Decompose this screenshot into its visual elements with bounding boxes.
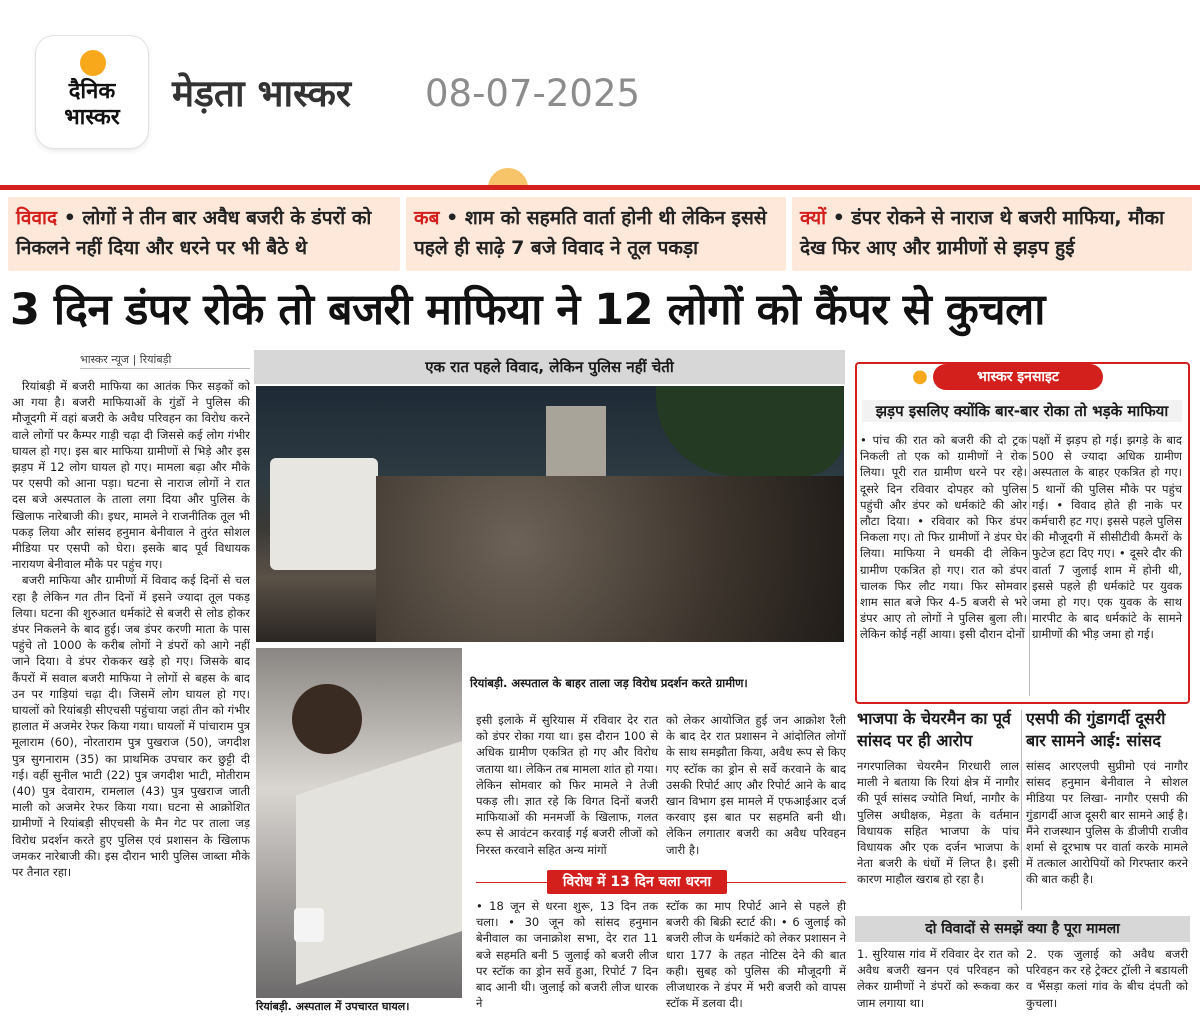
dispute-item: 1. सुरियास गांव में रविवार देर रात को अवैध बजरी खनन एवं परिवहन को लेकर ग्रामीणों ने डंपरों को रूकवा कर जाम लगाया था। xyxy=(857,947,1019,1010)
protest-band: विरोध में 13 दिन चला धरना xyxy=(547,870,727,894)
kicker-kyon xyxy=(792,197,1192,271)
photo-heading: एक रात पहले विवाद, लेकिन पुलिस नहीं चेती xyxy=(254,350,845,384)
kicker-kab xyxy=(406,197,786,271)
main-story xyxy=(12,378,250,1018)
kicker-text: • लोगों ने तीन बार अवैध बजरी के डंपरों को निकलने नहीं दिया और धरने पर भी बैठे थे xyxy=(16,207,372,259)
insight-col1: • पांच की रात को बजरी की दो ट्रक निकली तो एक को ग्रामीणों ने रोक लिया। पूरी रात ग्रामीण धरने पर रहे। दूसरे दिन रविवार दोपहर को पुलिस पहुंची और डंपर को धर्मकांटे की ओर लौटा दिया। • रविवार को फिर डंपर निकला गए। तो फिर ग्रामीणों ने डंपर घेर लिया। माफिया ने धमकी दी लेकिन ग्रामीण एकत्रित हो गए। रात को डंपर चालक फिर लौट गया। फिर सोमवार शाम सात बजे फिर 4-5 बजरी से भरे डंपर आए तो लोगों ने पुलिस बुला ली। लेकिन कोई नहीं आया। इसी दौरान दोनों xyxy=(860,433,1027,642)
insight-tag: भास्कर इनसाइट xyxy=(933,364,1103,390)
bulb-icon: ● xyxy=(912,366,928,387)
photo-bed xyxy=(296,741,462,985)
insight-title: झड़प इसलिए क्योंकि बार-बार रोका तो भड़के माफिया xyxy=(862,400,1182,422)
dainik-bhaskar-logo xyxy=(36,36,148,148)
protest-timeline-col2: स्टॉक का माप रिपोर्ट आने से पहले ही बजरी की बिक्री स्टार्ट की। • 6 जुलाई को बजरी लीज के धर्मकांटे को लेकर प्रशासन ने धारा 177 के तहत नोटिस देने की बात कही। सुबह को पुलिस की मौजूदगी में लीजधारक ने डंपर में भरी बजरी को वापस स्टॉक में डलवा दी। xyxy=(666,899,846,1011)
side-story-body: नगरपालिका चेयरमैन गिरधारी लाल माली ने बताया कि रियां क्षेत्र में नागौर की पूर्व सांसद ज्योति मिर्धा, नागौर के पुलिस अधीक्षक, मेड़ता के वर्तमान विधायक सहित भाजपा के पांच विधायक और एक दर्जन भाजपा के नेता बजरी के धंधों में लिप्त है। इसी कारण माहौल खराब हो रहा है। xyxy=(857,759,1019,887)
logo-line1: दैनिक xyxy=(68,79,116,104)
logo-line2: भास्कर xyxy=(64,105,120,130)
kicker-key: विवाद xyxy=(16,207,58,229)
injured-hospital-photo xyxy=(256,648,462,998)
side-story-heading: एसपी की गुंडागर्दी दूसरी बार सामने आई: सांसद xyxy=(1026,709,1166,750)
byline: भास्कर न्यूज | रियांबड़ी xyxy=(80,352,250,369)
dispute-item: 2. एक जुलाई को अवैध बजरी परिवहन कर रहे ट्रेक्टर ट्रॉली ने बडायली व भैंसड़ा कलां गांव के बीच दंपती को कुचला। xyxy=(1026,947,1188,1010)
protest-timeline-col1: • 18 जून से धरना शुरू, 13 दिन तक चला। • 30 जून को सांसद हनुमान बेनीवाल का जनाक्रोश सभा, देर रात 11 बजे सहमति बनी 5 जुलाई को बजरी लीज पर स्टॉक का ड्रोन सर्वे हुआ, रिपोर्ट 7 दिन बाद आनी थी। जुलाई को बजरी लीज धारक ने xyxy=(476,899,658,1011)
middle-story-col2: को लेकर आयोजित हुई जन आक्रोश रैली के बाद देर रात प्रशासन ने आंदोलित लोगों के साथ समझौता किया, अवैध रूप से किए गए स्टॉक का ड्रोन से सर्वे करवाने के बाद उसकी रिपोर्ट आए और रिपोर्ट आने के बाद खान विभाग इस मामले में एफआईआर दर्ज करवाए इस बात पर सहमति बनी थी। लेकिन लगातार बजरी का अवैध परिवहन जारी है। xyxy=(666,713,846,857)
kicker-key: क्यों xyxy=(800,207,827,229)
kicker-text: • शाम को सहमति वार्ता होनी थी लेकिन इससे पहले ही साढ़े 7 बजे विवाद ने तूल पकड़ा xyxy=(414,207,767,259)
photo-tree xyxy=(656,386,844,476)
kicker-text: • डंपर रोकने से नाराज थे बजरी माफिया, मौका देख फिर आए और ग्रामीणों से झड़प हुई xyxy=(800,207,1165,259)
edition-title: मेड़ता भास्कर xyxy=(172,72,352,115)
photo-patient xyxy=(292,684,362,754)
headline: 3 दिन डंपर रोके तो बजरी माफिया ने 12 लोगों को कैंपर से कुचला xyxy=(10,285,1045,335)
insight-divider xyxy=(1029,434,1030,696)
header-rule xyxy=(0,185,1200,190)
edition-date: 08-07-2025 xyxy=(425,72,641,115)
kicker-key: कब xyxy=(414,207,440,229)
side-story-body: सांसद आरएलपी सुप्रीमो एवं नागौर सांसद हनुमान बेनीवाल ने सोशल मीडिया पर लिखा- नागौर एसपी की गुंडागर्दी आज दूसरी बार सामने आई है। मैंने राजस्थान पुलिस के डीजीपी राजीव शर्मा से दूरभाष पर वार्ता करके मामले में तत्काल आरोपियों को गिरफ्तार करने की बात कही है। xyxy=(1026,759,1188,887)
kicker-vivad xyxy=(8,197,400,271)
side-story-heading: भाजपा के चेयरमैन का पूर्व सांसद पर ही आरोप xyxy=(857,709,1011,750)
main-story-para: बजरी माफिया और ग्रामीणों में विवाद कई दिनों से चल रहा है लेकिन गत तीन दिनों में इसने ज्यादा तूल पकड़ लिया। घटना की शुरुआत धर्मकांटे से बजरी से लोड होकर डंपर निकलने के बाद हुई। जब डंपर करणी माता के पास पहुंचे तो 1000 के करीब लोगों ने डंपरों को आगे नहीं जाने दिया। वे डंपर रोककर खड़े हो गए। जिसके बाद कैंपरों में सवाल बजरी माफिया ने लोगों से बहस के बाद उन पर गाड़ियां चढ़ा दी। जिसमें लोग घायल हो गए। घायलों को रियांबड़ी सीएचसी पहुंचाया जहां तीन को गंभीर हालात में अजमेर रेफर किया गया। घायलों में पांचाराम पुत्र मूलाराम (60), नोरताराम पुत्र पुखराज (50), जगदीश पुत्र सुगनाराम (35) का प्राथमिक उपचार कर छुट्टी दी गई। वहीं सुनील भाटी (22) पुत्र जगदीश भाटी, मोतीराम (40) पुत्र देवाराम, रामलाल (43) पुत्र पुखराज जाती माली को अजमेर रेफर किया गया। घटना से आक्रोशित ग्रामीणों ने रियांबड़ी सीएचसी के मैन गेट पर ताला जड़ विरोध प्रदर्शन करते हुए पुलिस एवं प्रशासन के खिलाफ जमकर नारेबाजी की। इस दौरान भारी पुलिस जाब्ता मौके पर तैनात रहा। xyxy=(12,573,250,880)
photo-caption-main: रियांबड़ी. अस्पताल के बाहर ताला जड़ विरोध प्रदर्शन करते ग्रामीण। xyxy=(470,676,748,690)
photo-caption-hospital: रियांबड़ी. अस्पताल में उपचारत घायल। xyxy=(256,1000,410,1013)
main-story-para: रियांबड़ी में बजरी माफिया का आतंक फिर सड़कों को आ गया है। बजरी माफियाओं के गुंडों ने पुलिस की मौजूदगी में वहां बजरी के अवैध परिवहन का विरोध करने वाले लोगों पर कैम्पर गाड़ी चढ़ा दी जिससे कई लोग गंभीर घायल हो गए। इस बार माफिया ग्रामीणों से भिड़े और इस झड़प में 12 लोग घायल हो गए। मामला बढ़ा और मौके पर एसपी को आना पड़ा। घटना से नाराज लोगों ने रात दस बजे अस्पताल के ताला लगा दिया और पुलिस के खिलाफ नारेबाजी की। इधर, मामले ने राजनीतिक तूल भी पकड़ लिया और सांसद हनुमान बेनीवाल ने तुरंत सोशल मीडिया पर एसपी को घेरा। इसके बाद पूर्व विधायक नारायण बेनीवाल मौके पर पहुंच गए। xyxy=(12,379,250,572)
middle-story-col1: इसी इलाके में सुरियास में रविवार देर रात को डंपर रोका गया था। इस दौरान 100 से अधिक ग्रामीण एकत्रित हो गए और विरोध जताया था। लेकिन तब मामला शांत हो गया। लेकिन सोमवार को फिर मामले ने तेजी पकड़ ली। ज्ञात रहे कि विगत दिनों बजरी माफियाओं की मनमर्जी के खिलाफ, गलत रूप से आवंटन करवाई गई बजरी लीजों को निरस्त करवाने सहित अन्य मांगों xyxy=(476,713,658,857)
photo-crowd xyxy=(376,476,844,642)
protest-crowd-photo xyxy=(256,386,844,642)
sun-logo-icon xyxy=(80,50,106,76)
disputes-heading: दो विवादों से समझें क्या है पूरा मामला xyxy=(855,916,1190,942)
insight-col2: पक्षों में झड़प हो गई। झगड़े के बाद 500 से ज्यादा अधिक ग्रामीण अस्पताल के बाहर एकत्रित हो गए। 5 थानों की पुलिस मौके पर पहुंच गई। • विवाद होते ही नाके पर कर्मचारी हट गए। इससे पहले पुलिस की मौजूदगी में सीसीटीवी कैमरों के फुटेज हटा दिए गए। • दूसरे दौर की वार्ता 7 जुलाई शाम में होनी थी, इससे पहले ही धर्मकांटे पर युवक जमा हो गए। एक युवक के साथ मारपीट के बाद धर्मकांटे के सामने ग्रामीणों की भीड़ जमा हो गई। xyxy=(1032,433,1182,642)
photo-vehicle xyxy=(270,458,378,570)
photo-gate xyxy=(546,406,606,476)
photo-bandage xyxy=(294,908,324,942)
side-story-divider xyxy=(1021,710,1022,910)
